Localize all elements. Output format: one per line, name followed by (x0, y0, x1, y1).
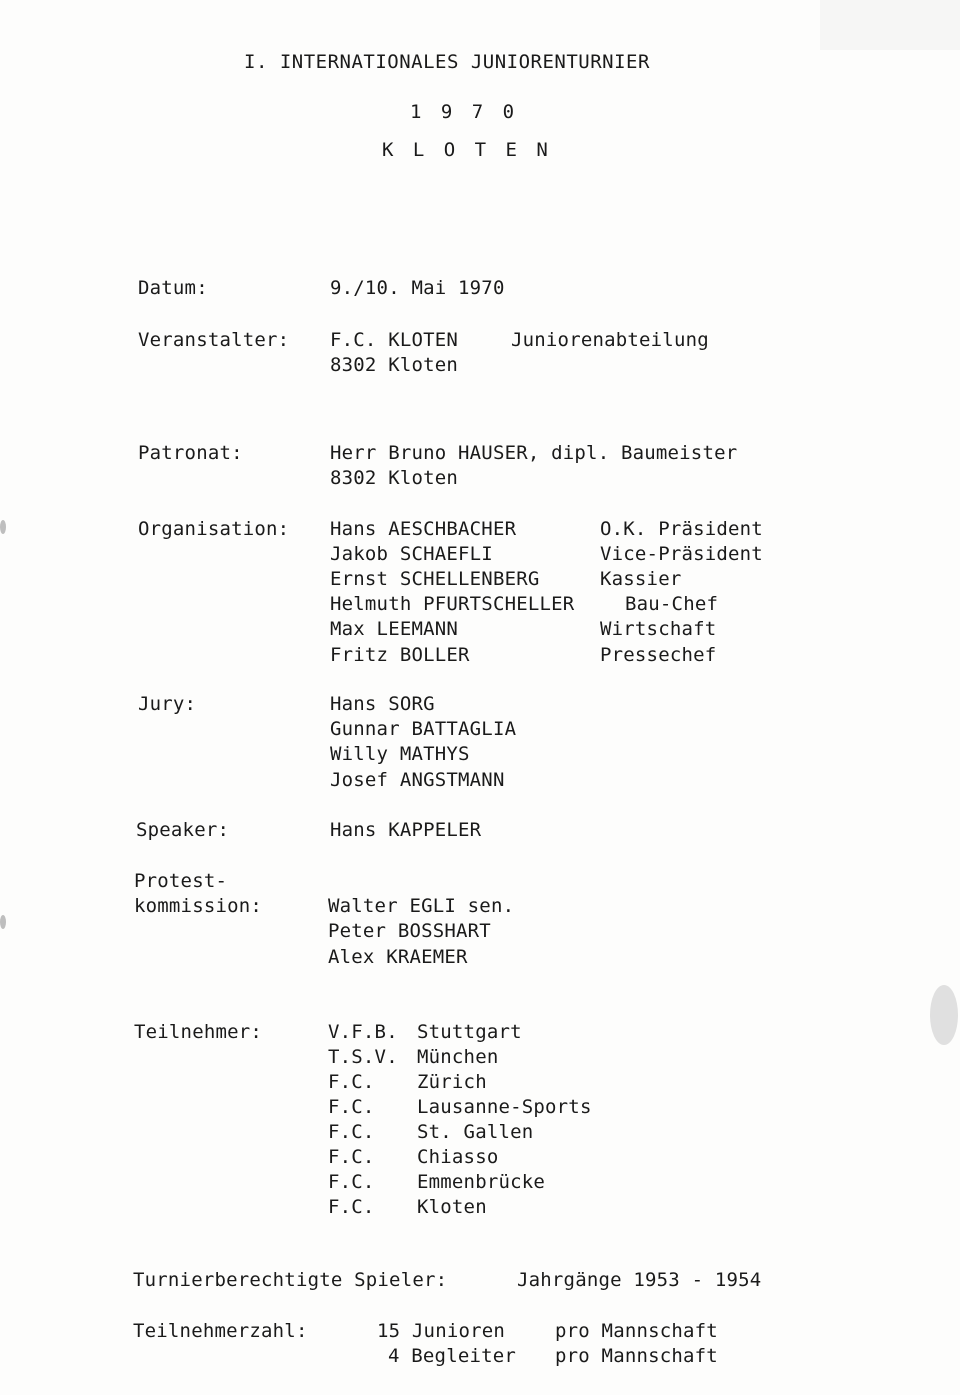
organisation-member-name: Ernst SCHELLENBERG (330, 568, 540, 590)
protestkommission-member: Peter BOSSHART (328, 920, 491, 942)
teilnehmerzahl-count: 4 Begleiter (388, 1345, 517, 1367)
team-prefix: F.C. (328, 1096, 375, 1118)
organisation-member-role: Kassier (600, 568, 682, 590)
speaker-label: Speaker: (136, 819, 230, 841)
teilnehmerzahl-per: pro Mannschaft (555, 1320, 718, 1342)
organisation-member-role: Vice-Präsident (600, 543, 763, 565)
organisation-member-name: Hans AESCHBACHER (330, 518, 517, 540)
veranstalter-address: 8302 Kloten (330, 354, 459, 376)
organisation-member-name: Jakob SCHAEFLI (330, 543, 493, 565)
team-city: Chiasso (417, 1146, 499, 1168)
jury-member: Willy MATHYS (330, 743, 470, 765)
teilnehmerzahl-count: 15 Junioren (377, 1320, 506, 1342)
organisation-label: Organisation: (138, 518, 290, 540)
patronat-address: 8302 Kloten (330, 467, 459, 489)
protestkommission-member: Alex KRAEMER (328, 946, 468, 968)
veranstalter-department: Juniorenabteilung (511, 329, 709, 351)
datum-value: 9./10. Mai 1970 (330, 277, 505, 299)
speaker-name: Hans KAPPELER (330, 819, 482, 841)
team-prefix: F.C. (328, 1196, 375, 1218)
team-prefix: F.C. (328, 1171, 375, 1193)
organisation-member-role: Pressechef (600, 644, 717, 666)
patronat-name: Herr Bruno HAUSER, dipl. Baumeister (330, 442, 738, 464)
protestkommission-label-line1: Protest- (134, 870, 228, 892)
turnierberechtigt-value: Jahrgänge 1953 - 1954 (517, 1269, 762, 1291)
team-prefix: F.C. (328, 1146, 375, 1168)
protestkommission-label-line2: kommission: (134, 895, 263, 917)
jury-member: Hans SORG (330, 693, 435, 715)
organisation-member-name: Fritz BOLLER (330, 644, 470, 666)
team-city: München (417, 1046, 499, 1068)
team-city: Emmenbrücke (417, 1171, 546, 1193)
scan-smudge (930, 985, 958, 1045)
jury-label: Jury: (138, 693, 197, 715)
organisation-member-role: Bau-Chef (625, 593, 719, 615)
datum-label: Datum: (138, 277, 208, 299)
team-city: Lausanne-Sports (417, 1096, 592, 1118)
team-prefix: F.C. (328, 1071, 375, 1093)
organisation-member-role: Wirtschaft (600, 618, 717, 640)
veranstalter-club: F.C. KLOTEN (330, 329, 459, 351)
team-prefix: V.F.B. (328, 1021, 398, 1043)
scan-mark (0, 520, 6, 534)
team-city: Stuttgart (417, 1021, 522, 1043)
team-prefix: T.S.V. (328, 1046, 398, 1068)
teilnehmer-label: Teilnehmer: (134, 1021, 263, 1043)
veranstalter-label: Veranstalter: (138, 329, 290, 351)
scan-mark (0, 915, 6, 929)
team-prefix: F.C. (328, 1121, 375, 1143)
team-city: Kloten (417, 1196, 487, 1218)
document-place: K L O T E N (382, 139, 552, 161)
organisation-member-name: Max LEEMANN (330, 618, 459, 640)
patronat-label: Patronat: (138, 442, 243, 464)
turnierberechtigt-label: Turnierberechtigte Spieler: (133, 1269, 448, 1291)
document-title: I. INTERNATIONALES JUNIORENTURNIER (244, 51, 650, 73)
protestkommission-member: Walter EGLI sen. (328, 895, 515, 917)
organisation-member-role: O.K. Präsident (600, 518, 763, 540)
teilnehmerzahl-per: pro Mannschaft (555, 1345, 718, 1367)
jury-member: Gunnar BATTAGLIA (330, 718, 517, 740)
document-year: 1 9 7 0 (410, 101, 519, 123)
jury-member: Josef ANGSTMANN (330, 769, 505, 791)
organisation-member-name: Helmuth PFURTSCHELLER (330, 593, 575, 615)
scan-smudge (820, 0, 960, 50)
team-city: Zürich (417, 1071, 487, 1093)
team-city: St. Gallen (417, 1121, 534, 1143)
teilnehmerzahl-label: Teilnehmerzahl: (133, 1320, 308, 1342)
